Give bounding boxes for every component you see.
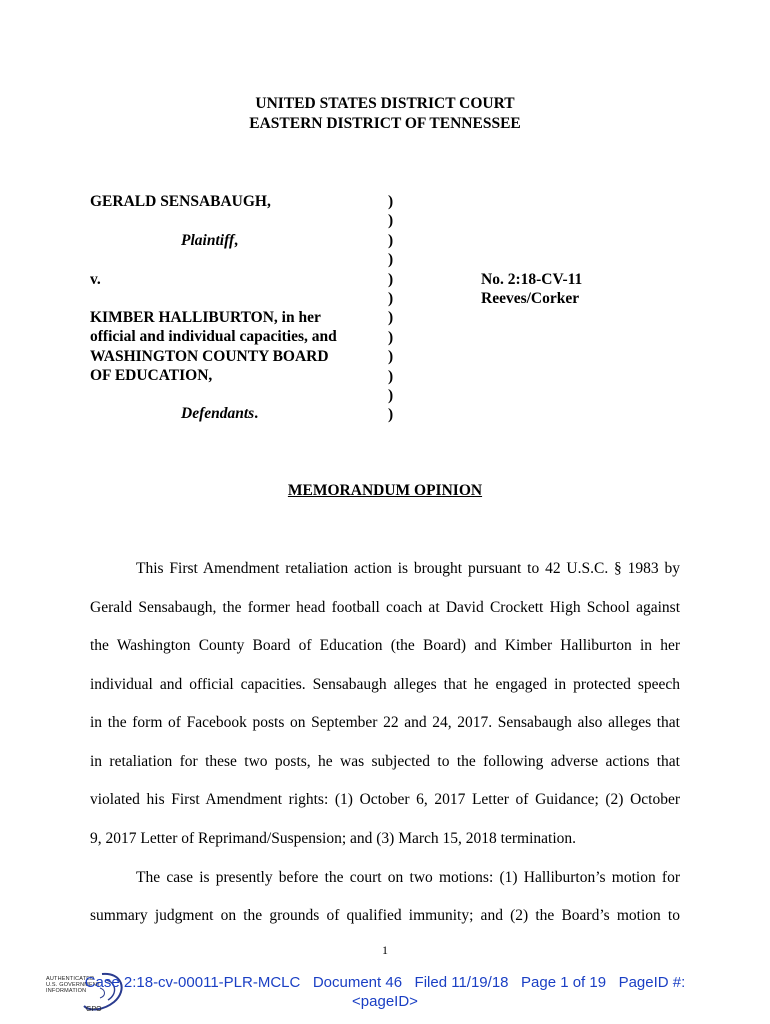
case-number: No. 2:18-CV-11	[481, 271, 583, 288]
body-line	[136, 559, 680, 579]
caption-paren: )	[388, 309, 394, 327]
plaintiff-role	[181, 231, 238, 250]
body-line-text: Gerald Sensabaugh, the former head football coach at David Crockett High School against	[90, 599, 680, 616]
gpo-seal-line: AUTHENTICATED	[46, 976, 95, 982]
caption-paren: )	[388, 406, 394, 424]
plaintiff-name: GERALD SENSABAUGH,	[90, 193, 271, 210]
body-line	[90, 906, 680, 926]
court-name: UNITED STATES DISTRICT COURT	[255, 95, 515, 112]
page-number: 1	[382, 943, 388, 957]
caption-paren: )	[388, 348, 394, 366]
defendant-line: WASHINGTON COUNTY BOARD	[90, 347, 329, 365]
filing-footer-line: Case 2:18-cv-00011-PLR-MCLC Document 46 Filed 11/19/18 Page 1 of 19 PageID #:	[84, 974, 686, 991]
plaintiff-role-label: Plaintiff	[181, 232, 235, 249]
body-line-text: individual and official capacities. Sensabaugh alleges that he engaged in protected speech	[90, 676, 680, 693]
assigned-judges: Reeves/Corker	[481, 290, 580, 307]
caption-paren: )	[388, 328, 394, 346]
versus: v.	[90, 271, 101, 288]
filing-footer	[60, 973, 710, 1011]
defendant-line: OF EDUCATION,	[90, 367, 213, 385]
caption-paren: )	[388, 270, 394, 288]
document-title: MEMORANDUM OPINION	[287, 482, 483, 499]
defendant-role-suffix: .	[254, 405, 259, 422]
body-line-text: The case is presently before the court on two motions: (1) Halliburton’s motion for	[136, 869, 680, 886]
body-line-text: in the form of Facebook posts on September 22 and 24, 2017. Sensabaugh also alleges that	[90, 714, 680, 731]
body-line	[90, 598, 680, 618]
defendant-role-label: Defendants	[181, 405, 255, 422]
court-district: EASTERN DISTRICT OF TENNESSEE	[249, 115, 521, 132]
gpo-seal-line: U.S. GOVERNMENT	[46, 982, 101, 989]
gpo-seal-mark: GPO	[86, 1006, 102, 1013]
caption-paren: )	[388, 289, 394, 307]
filing-footer-pageid: <pageID>	[352, 993, 418, 1010]
body-line-text: in retaliation for these two posts, he was subjected to the following adverse actions that	[90, 753, 680, 770]
caption-paren: )	[388, 367, 394, 385]
defendant-names	[90, 308, 337, 386]
body-line-text: This First Amendment retaliation action is brought pursuant to 42 U.S.C. § 1983 by	[136, 560, 680, 577]
caption-paren: )	[388, 231, 394, 249]
body-line-text: the Washington County Board of Education (the Board) and Kimber Halliburton in her	[90, 637, 680, 654]
body-line	[90, 675, 680, 695]
defendant-line: KIMBER HALLIBURTON, in her	[90, 309, 321, 326]
caption-divider	[388, 192, 393, 425]
body-line-text: violated his First Amendment rights: (1) October 6, 2017 Letter of Guidance; (2) October	[90, 791, 680, 808]
defendant-role	[181, 404, 258, 423]
defendant-line: official and individual capacities, and	[90, 328, 337, 346]
body-line	[90, 636, 680, 656]
body-line	[90, 713, 680, 733]
body-line	[136, 868, 680, 888]
gpo-seal-line: INFORMATION	[46, 988, 87, 995]
caption-paren: )	[388, 386, 394, 404]
body-line	[90, 829, 680, 849]
caption-paren: )	[388, 251, 394, 269]
caption-paren: )	[388, 193, 394, 210]
body-line-text: 9, 2017 Letter of Reprimand/Suspension; and (3) March 15, 2018 termination.	[90, 830, 577, 847]
plaintiff-role-suffix: ,	[234, 232, 238, 249]
body-line	[90, 752, 680, 772]
caption-paren: )	[388, 212, 394, 230]
body-line	[90, 790, 680, 810]
body-line-text: summary judgment on the grounds of qualified immunity; and (2) the Board’s motion to	[90, 907, 680, 924]
